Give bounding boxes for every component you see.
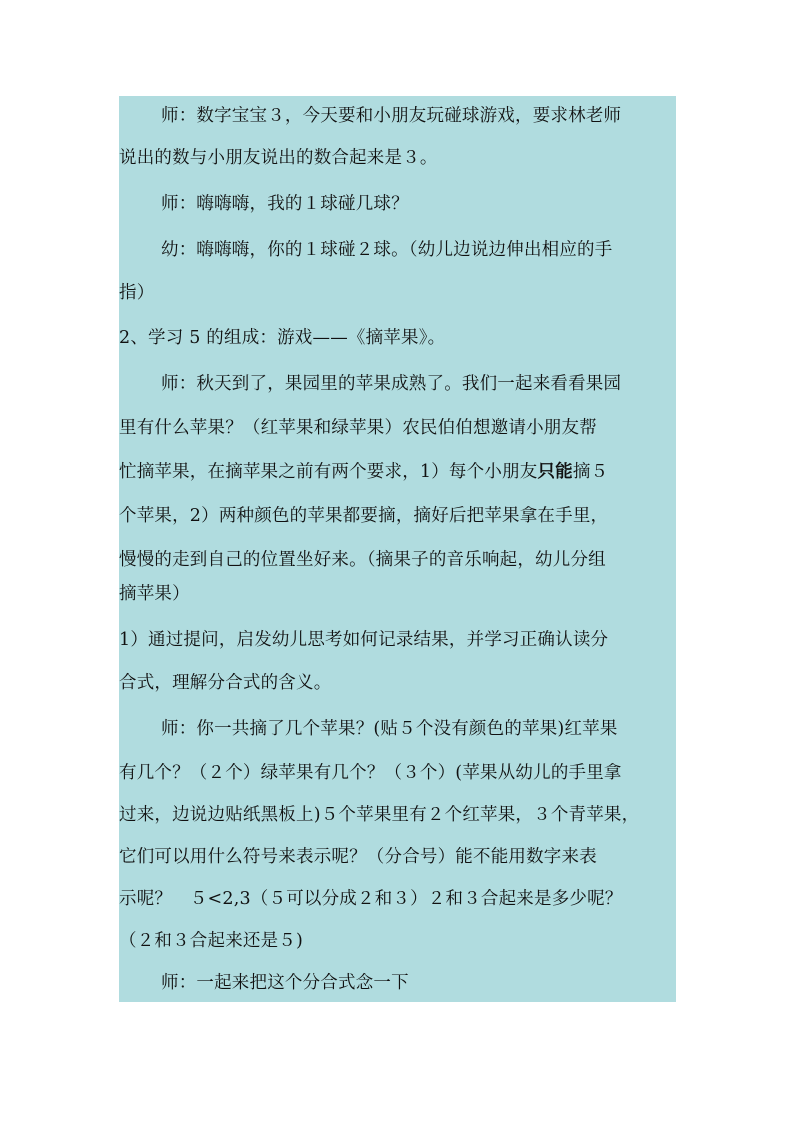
text-line: 指） bbox=[119, 283, 155, 303]
text-line: 师：数字宝宝３，今天要和小朋友玩碰球游戏，要求林老师 bbox=[161, 106, 622, 126]
text-line bbox=[119, 461, 608, 483]
highlighted-text-block bbox=[119, 96, 676, 1002]
text-line: 过来，边说边贴纸黑板上)５个苹果里有２个红苹果，３个青苹果， bbox=[119, 805, 640, 825]
text-segment: 忙摘苹果，在摘苹果之前有两个要求，1）每个小朋友 bbox=[119, 462, 538, 482]
text-line: 里有什么苹果？（红苹果和绿苹果）农民伯伯想邀请小朋友帮 bbox=[119, 418, 597, 438]
section-heading: 2、学习 5 的组成：游戏——《摘苹果》。 bbox=[119, 328, 446, 348]
text-line: 个苹果，2）两种颜色的苹果都要摘，摘好后把苹果拿在手里， bbox=[119, 506, 609, 526]
text-line: 有几个？（２个）绿苹果有几个？（３个）(苹果从幼儿的手里拿 bbox=[119, 763, 622, 783]
text-line: （２和３合起来还是５) bbox=[119, 931, 304, 951]
text-line: 师：一起来把这个分合式念一下 bbox=[161, 973, 409, 993]
text-line: 师：秋天到了，果园里的苹果成熟了。我们一起来看看果园 bbox=[161, 374, 622, 394]
text-line: 慢慢的走到自己的位置坐好来。（摘果子的音乐响起，幼儿分组 bbox=[119, 550, 606, 570]
text-line: 它们可以用什么符号来表示呢？（分合号）能不能用数字来表 bbox=[119, 847, 597, 867]
text-line: 师：嗨嗨嗨，我的１球碰几球？ bbox=[161, 194, 409, 214]
text-line: 幼：嗨嗨嗨，你的１球碰２球。（幼儿边说边伸出相应的手 bbox=[161, 240, 613, 260]
text-line: 示呢？ ５<2,3（５可以分成２和３）２和３合起来是多少呢？ bbox=[119, 889, 623, 909]
text-line: 说出的数与小朋友说出的数合起来是３。 bbox=[119, 148, 438, 168]
text-line: 1）通过提问，启发幼儿思考如何记录结果，并学习正确认读分 bbox=[119, 630, 609, 650]
text-line: 合式，理解分合式的含义。 bbox=[119, 673, 332, 693]
emphasis-text: 只能 bbox=[537, 462, 573, 482]
text-segment: 摘５ bbox=[572, 462, 609, 482]
text-line: 摘苹果） bbox=[119, 584, 190, 604]
text-line: 师：你一共摘了几个苹果？(贴５个没有颜色的苹果)红苹果 bbox=[161, 719, 618, 739]
